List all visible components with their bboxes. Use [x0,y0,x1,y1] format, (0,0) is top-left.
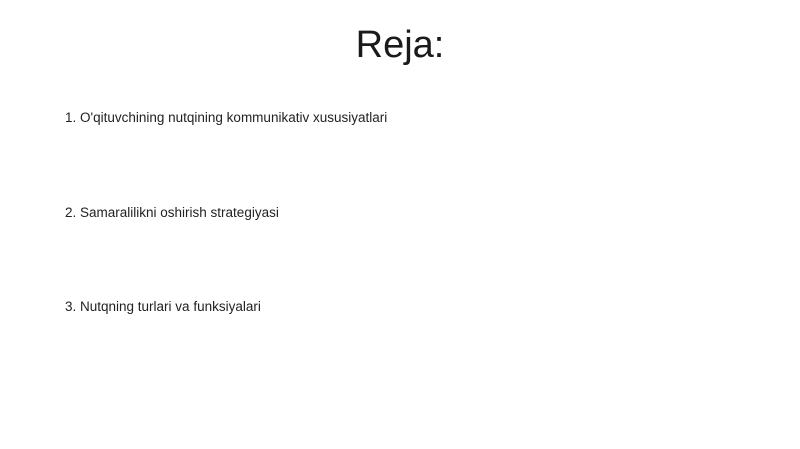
plan-item-3: 3. Nutqning turlari va funksiyalari [65,299,261,314]
slide-title: Reja: [355,24,445,66]
plan-item-1: 1. O'qituvchining nutqining kommunikativ xususiyatlari [65,110,388,125]
plan-item-2: 2. Samaralilikni oshirish strategiyasi [65,205,279,220]
